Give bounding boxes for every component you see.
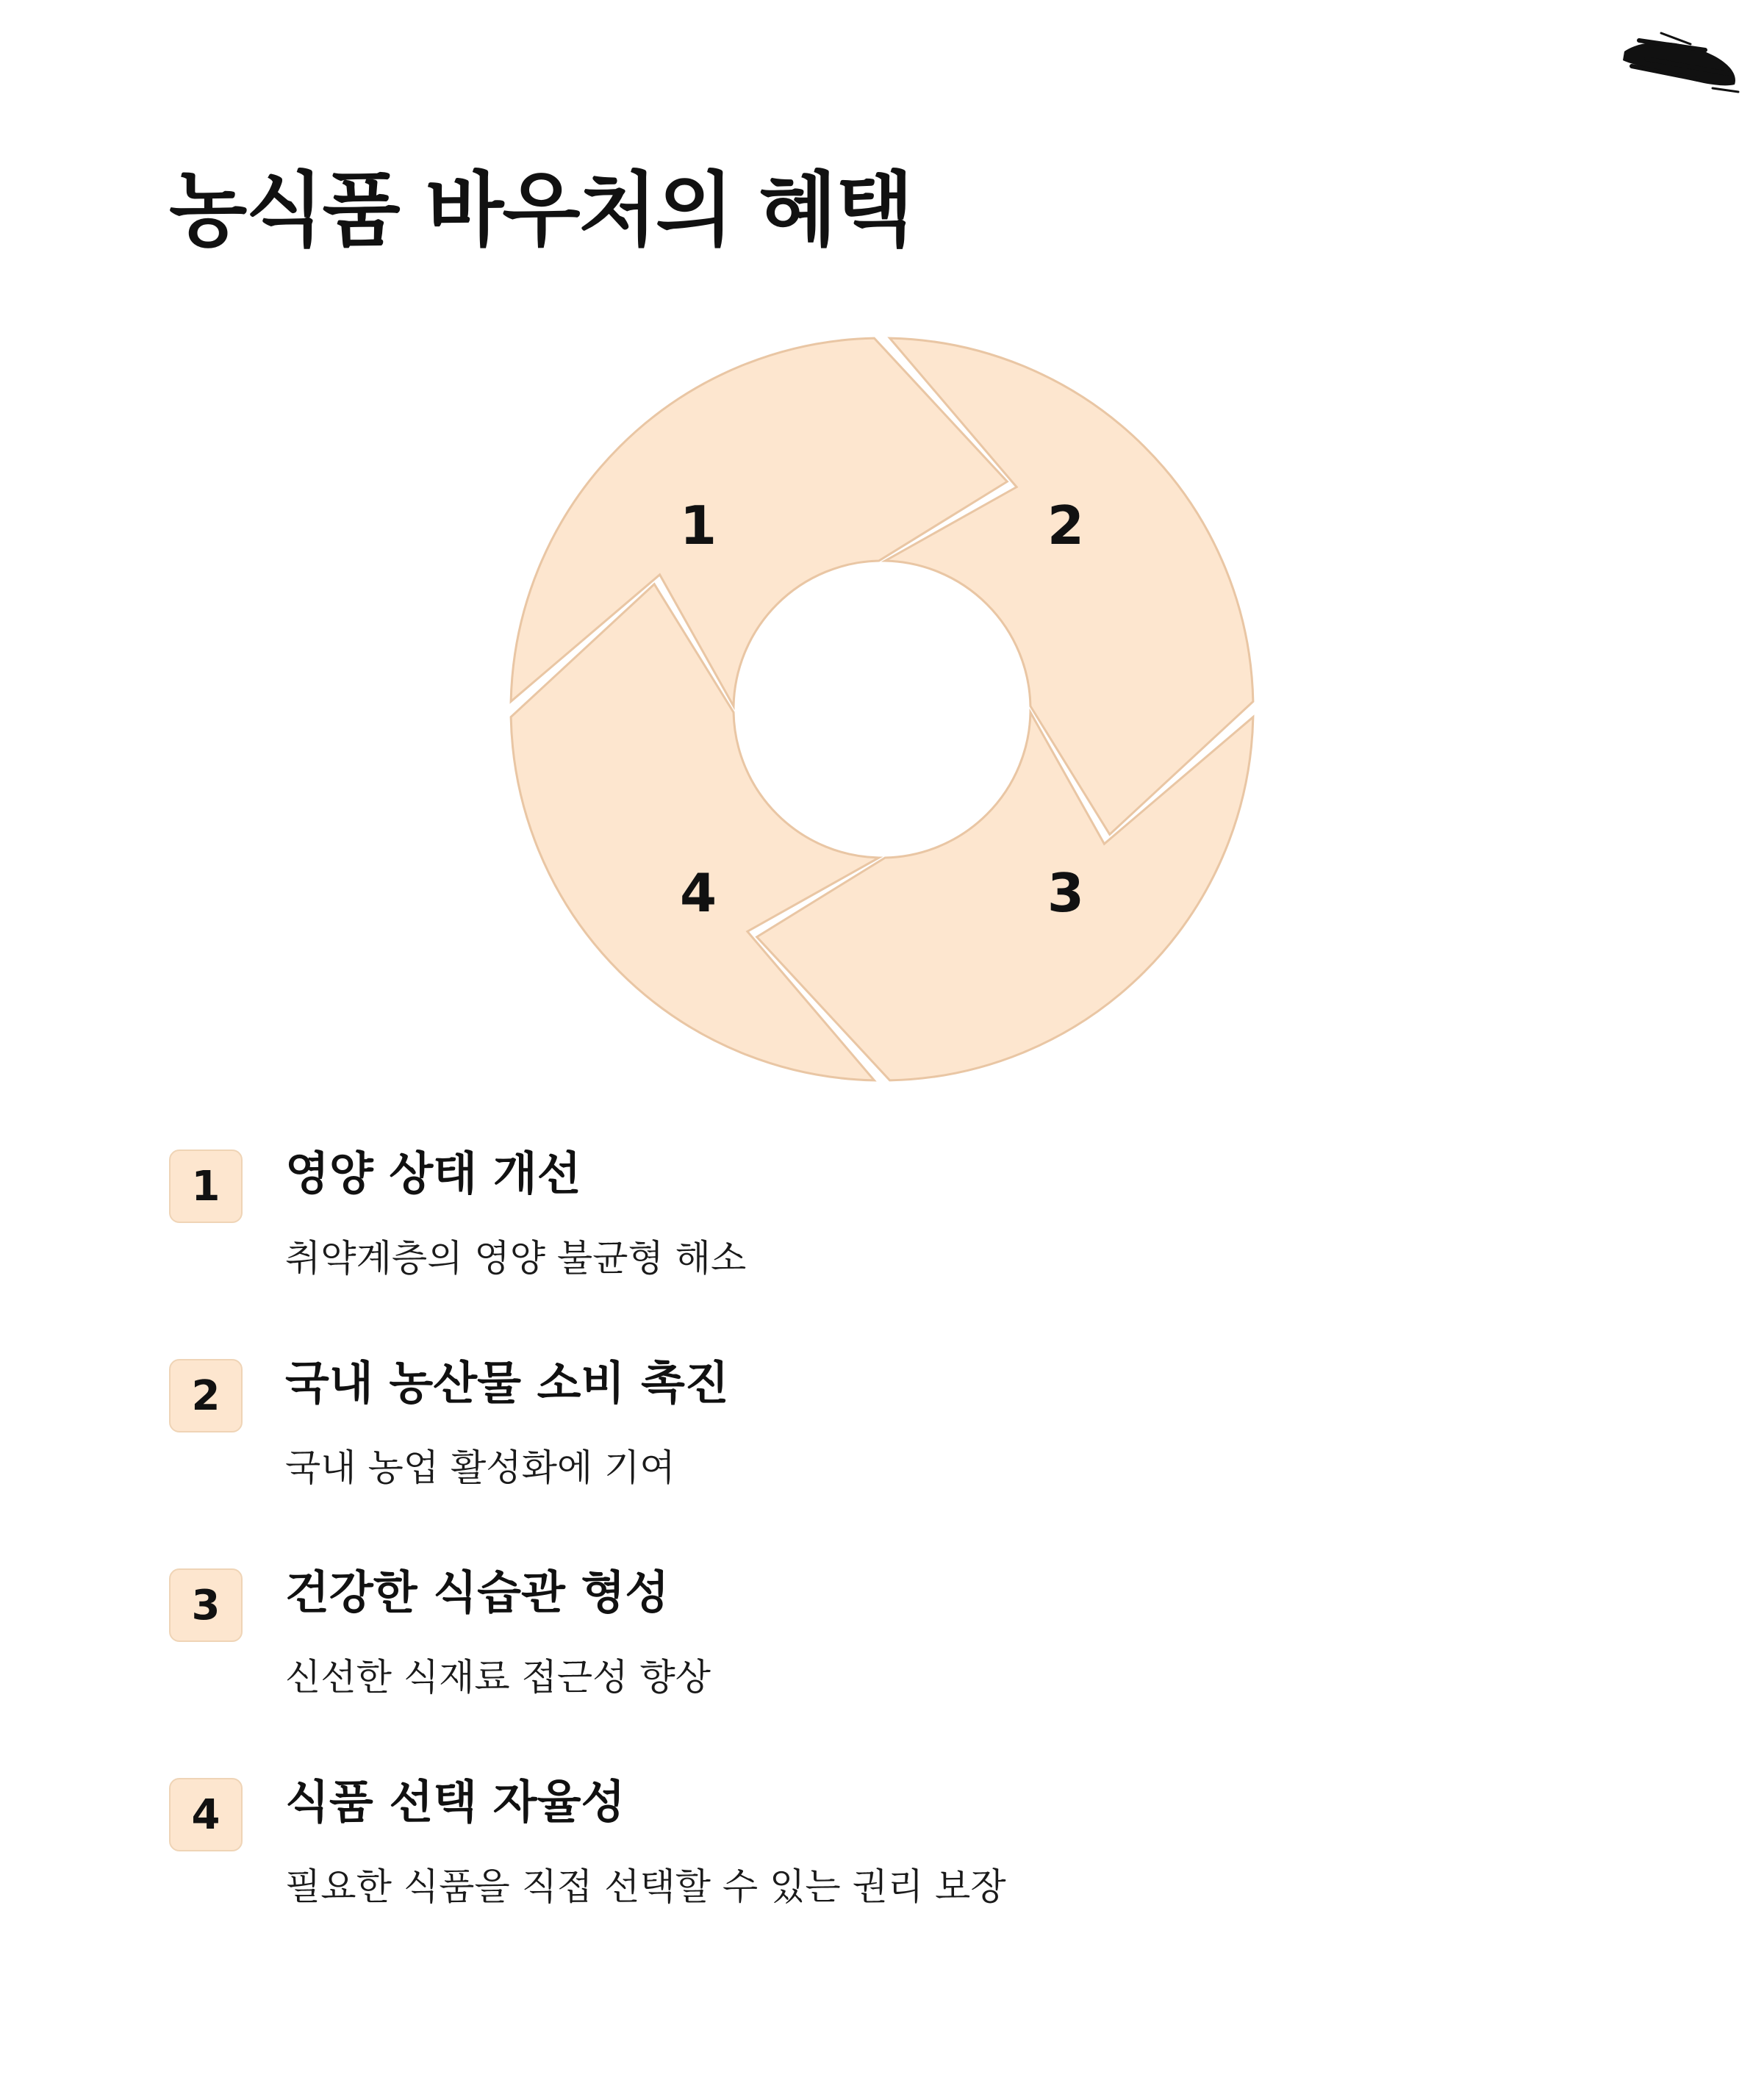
list-item <box>169 1566 1566 1775</box>
cycle-diagram <box>507 334 1257 1084</box>
page-title: 농식품 바우처의 혜택 <box>169 163 912 257</box>
benefit-list <box>169 1147 1566 1984</box>
list-item <box>169 1356 1566 1566</box>
item-title: 영양 상태 개선 <box>285 1147 581 1200</box>
brush-stroke-logo <box>1617 22 1742 103</box>
item-title: 식품 선택 자율성 <box>285 1775 625 1829</box>
item-description: 취약계층의 영양 불균형 해소 <box>285 1237 747 1280</box>
number-badge: 4 <box>169 1778 243 1851</box>
item-title: 국내 농산물 소비 촉진 <box>285 1356 729 1410</box>
item-title: 건강한 식습관 형성 <box>285 1566 670 1619</box>
item-description: 국내 농업 활성화에 기여 <box>285 1446 675 1489</box>
item-description: 신선한 식재료 접근성 향상 <box>285 1656 711 1699</box>
list-item <box>169 1775 1566 1984</box>
cycle-segment-number: 1 <box>679 495 717 557</box>
cycle-segment-number: 4 <box>679 861 717 924</box>
cycle-segment-number: 2 <box>1047 495 1085 557</box>
item-description: 필요한 식품을 직접 선택할 수 있는 권리 보장 <box>285 1865 1006 1908</box>
number-badge: 2 <box>169 1359 243 1432</box>
list-item <box>169 1147 1566 1356</box>
number-badge: 1 <box>169 1150 243 1223</box>
cycle-segment-number: 3 <box>1047 861 1085 924</box>
number-badge: 3 <box>169 1568 243 1642</box>
